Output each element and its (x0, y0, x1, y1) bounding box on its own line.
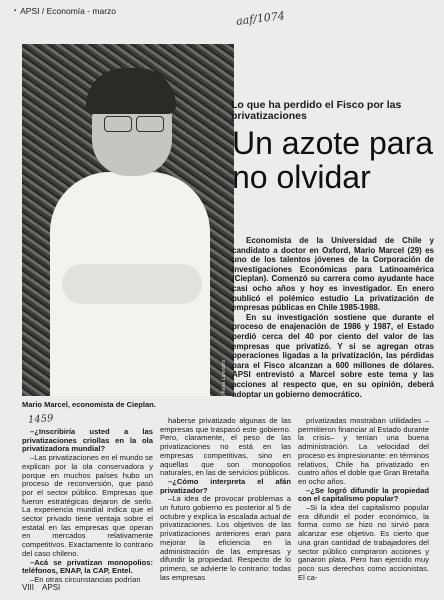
section-header (14, 6, 116, 16)
article-lede (232, 236, 434, 399)
interview-answer: –La idea de provocar problemas a un futuro gobierno es posterior al 5 de octubre y explica la escalada actual de privatizaciones. Los objetivos de las privatizaciones anteriores eran para mejorar la eficiencia en la administración de las empresas y difundir la propiedad. Respecto de lo primero, se advierte lo contrario: todas las empresas (160, 494, 291, 582)
body-column-1 (22, 428, 153, 585)
portrait-photo (22, 44, 234, 396)
photo-credit: Kena Lorenzini (221, 360, 227, 394)
lede-paragraph: En su investigación sostiene que durante el proceso de enajenación de 1986 y 1987, el Estado perdió cerca del 40 por ciento del valor de las empresas que privatizó. Y si se agregan otras operaciones ligadas a la privatización, las pérdidas para el Fisco alcanzan a 600 millones de dólares. APSI entrevistó a Marcel sobre este tema y las acciones al respecto que, en su opinión, deberá adoptar un gobierno democrático. (232, 312, 434, 399)
photo-hair-shape (86, 68, 176, 114)
article-headline: Un azote para no olvidar (232, 125, 434, 195)
photo-caption: Mario Marcel, economista de Cieplan. (22, 400, 156, 409)
interview-question: –¿Se logró difundir la propiedad con el capitalismo popular? (298, 485, 429, 504)
photo-arms-shape (62, 264, 202, 304)
page-number: VIII (22, 583, 35, 592)
article-kicker: Lo que ha perdido el Fisco por las privatizaciones (231, 99, 402, 122)
photo-glasses-shape (100, 116, 166, 132)
body-column-3 (298, 417, 429, 582)
interview-answer: –Si la idea del capitalismo popular era difundir el poder económico, la forma como se hizo no sirvió para alcanzar ese objetivo. Es cierto que una gran cantidad de trabajadores del sector público compraron acciones y ganaron plata. Pero han ejercido muy poco sus derechos como accionistas. El ca- (298, 503, 429, 582)
interview-question: –¿Inscribiría usted a las privatizaciones criollas en la ola privatizadora mundial? (22, 427, 153, 454)
page-footer (22, 583, 60, 592)
interview-question: –¿Cómo interpreta el afán privatizador? (160, 476, 291, 495)
section-label: APSI / Economía - marzo (20, 6, 117, 16)
handwritten-annotation: aaf/1074 (235, 9, 286, 28)
lede-paragraph: Economista de la Universidad de Chile y candidato a doctor en Oxford, Mario Marcel (29) es uno de los talentos jóvenes de la Corporación de Investigaciones Económicas para Latinoamérica (Cieplan). Comenzó su carrera como ayudante hace casi ocho años y hoy es investigador. En enero publicó el polémico estudio La privatización de empresas públicas en Chile 1985-1988. (232, 236, 434, 313)
body-column-2 (160, 417, 291, 582)
handwritten-number: 1459 (27, 413, 54, 426)
interview-answer: –Las privatizaciones en el mundo se explican por la ola conservadora y porque en muchos países hubo un proceso de reconversión, que pasó por el sector público. Empresas que fueron estratégicas dejaron de serlo. La experiencia mundial indica que el sector privado tiene ventaja sobre el estatal en las empresas que operan en mercados relativamente competitivos. Exactamente lo contrario del caso chileno. (22, 453, 153, 558)
interview-answer: haberse privatizado algunas de las empresas que traspasó este gobierno. Pero, claramente, el peso de las privatizaciones no está en las empresas competitivas, sino en aquellas que son monopolios naturales, en las de servicios públicos. (160, 416, 291, 478)
interview-question: –Acá se privatizan monopolios: teléfonos, ENAP, la CAP, Entel. (22, 557, 153, 576)
bullet-icon: ▪ (14, 8, 17, 14)
interview-answer: privatizadas mostraban utilidades –permitieron financiar al Estado durante la crisis– y tenían una buena administración. La velocidad del proceso es impresionante: en términos relativos, Chile ha privatizado en cuatro años el doble que Gran Bretaña en ocho años. (298, 416, 429, 486)
interview-answer: –En otras circunstancias podrían (30, 574, 141, 584)
footer-brand: APSI (42, 583, 61, 592)
